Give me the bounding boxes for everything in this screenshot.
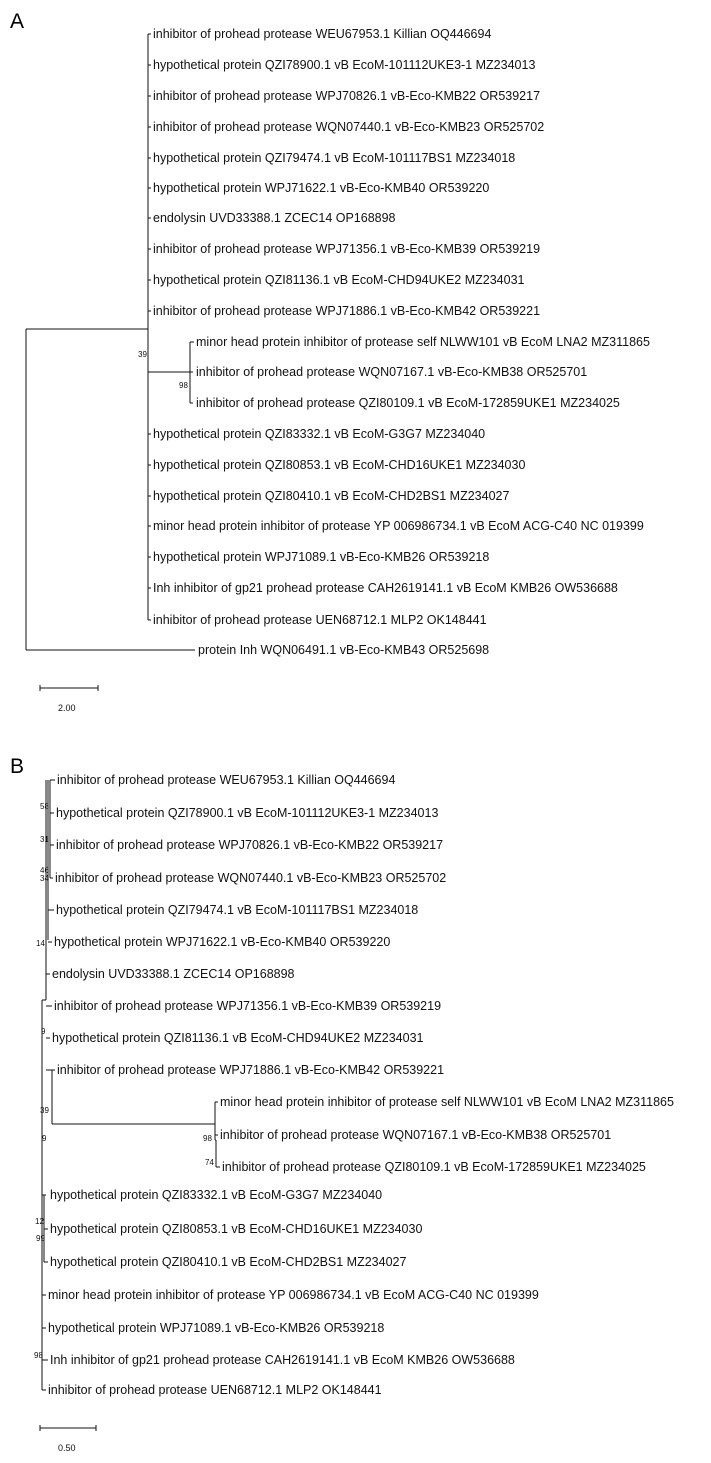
panel-b-support-value: 58 [40, 802, 49, 811]
panel-b-support-value: 46 [40, 866, 49, 875]
panel-a [10, 10, 650, 713]
panel-b-leaf-label: inhibitor of prohead protease WPJ70826.1 vB-Eco-KMB22 OR539217 [56, 838, 444, 852]
panel-a-leaf-label: minor head protein inhibitor of protease self NLWW101 vB EcoM LNA2 MZ311865 [196, 335, 650, 349]
panel-b-leaf-label: hypothetical protein QZI79474.1 vB EcoM-101117BS1 MZ234018 [56, 903, 419, 917]
panel-b-support-value: 98 [203, 1134, 212, 1143]
panel-a-leaf-label: Inh inhibitor of gp21 prohead protease CAH2619141.1 vB EcoM KMB26 OW536688 [153, 581, 618, 595]
panel-a-leaf-label: inhibitor of prohead protease WPJ71886.1 vB-Eco-KMB42 OR539221 [153, 304, 541, 318]
panel-b-leaf-label: inhibitor of prohead protease QZI80109.1 vB EcoM-172859UKE1 MZ234025 [222, 1160, 646, 1174]
panel-b-support-value: 14 [36, 939, 45, 948]
panel-a-leaf-label: inhibitor of prohead protease WPJ71356.1 vB-Eco-KMB39 OR539219 [153, 242, 541, 256]
panel-a-support-value: 98 [179, 381, 188, 390]
panel-a-leaf-label: inhibitor of prohead protease QZI80109.1 vB EcoM-172859UKE1 MZ234025 [196, 396, 620, 410]
panel-b-support-value: 31 [40, 835, 49, 844]
panel-b-leaf-label: hypothetical protein WPJ71089.1 vB-Eco-KMB26 OR539218 [48, 1321, 385, 1335]
panel-b-support-value: 98 [34, 1351, 43, 1360]
panel-a-leaf-label: inhibitor of prohead protease WQN07167.1 vB-Eco-KMB38 OR525701 [196, 365, 588, 379]
panel-b-leaf-label: hypothetical protein QZI80853.1 vB EcoM-CHD16UKE1 MZ234030 [50, 1222, 423, 1236]
panel-b-leaf-label: inhibitor of prohead protease WPJ71886.1 vB-Eco-KMB42 OR539221 [57, 1063, 445, 1077]
panel-b-leaf-label: hypothetical protein QZI80410.1 vB EcoM-CHD2BS1 MZ234027 [50, 1255, 407, 1269]
panel-a-leaf-labels [153, 27, 650, 657]
panel-b-leaf-label: hypothetical protein WPJ71622.1 vB-Eco-KMB40 OR539220 [54, 935, 391, 949]
panel-a-leaf-label: hypothetical protein WPJ71622.1 vB-Eco-KMB40 OR539220 [153, 181, 490, 195]
panel-b-leaf-label: hypothetical protein QZI81136.1 vB EcoM-CHD94UKE2 MZ234031 [52, 1031, 424, 1045]
panel-b-leaf-label: endolysin UVD33388.1 ZCEC14 OP168898 [52, 967, 295, 981]
panel-a-scale-bar [40, 685, 98, 713]
panel-b-scale-bar-label: 0.50 [58, 1443, 76, 1453]
panel-b-support-value: 12 [35, 1217, 44, 1226]
panel-a-leaf-label: hypothetical protein QZI80853.1 vB EcoM-CHD16UKE1 MZ234030 [153, 458, 526, 472]
panel-b-leaf-label: hypothetical protein QZI78900.1 vB EcoM-101112UKE3-1 MZ234013 [56, 806, 439, 820]
panel-a-leaf-label: hypothetical protein WPJ71089.1 vB-Eco-KMB26 OR539218 [153, 550, 490, 564]
panel-b-leaf-label: minor head protein inhibitor of protease YP 006986734.1 vB EcoM ACG-C40 NC 019399 [48, 1288, 539, 1302]
panel-b-leaf-label: inhibitor of prohead protease WQN07440.1 vB-Eco-KMB23 OR525702 [55, 871, 447, 885]
panel-b-scale-bar [40, 1425, 96, 1453]
panel-a-leaf-label: inhibitor of prohead protease WPJ70826.1 vB-Eco-KMB22 OR539217 [153, 89, 541, 103]
panel-b-support-value: 99 [36, 1234, 45, 1243]
panel-a-leaf-label: inhibitor of prohead protease UEN68712.1 MLP2 OK148441 [153, 613, 487, 627]
panel-a-leaf-label: minor head protein inhibitor of protease YP 006986734.1 vB EcoM ACG-C40 NC 019399 [153, 519, 644, 533]
panel-a-leaf-label: hypothetical protein QZI81136.1 vB EcoM-CHD94UKE2 MZ234031 [153, 273, 525, 287]
panel-a-scale-bar-label: 2.00 [58, 703, 76, 713]
panel-b-support-value: 9 [41, 1027, 46, 1036]
panel-a-leaf-label: inhibitor of prohead protease WEU67953.1 Killian OQ446694 [153, 27, 492, 41]
panel-a-support-value: 39 [138, 350, 147, 359]
panel-b [10, 755, 674, 1453]
panel-a-leaf-label: hypothetical protein QZI80410.1 vB EcoM-CHD2BS1 MZ234027 [153, 489, 510, 503]
panel-b-leaf-label: inhibitor of prohead protease WQN07167.1 vB-Eco-KMB38 OR525701 [220, 1128, 612, 1142]
panel-a-leaf-label: hypothetical protein QZI78900.1 vB EcoM-101112UKE3-1 MZ234013 [153, 58, 536, 72]
panel-a-leaf-label: inhibitor of prohead protease WQN07440.1 vB-Eco-KMB23 OR525702 [153, 120, 545, 134]
panel-b-leaf-labels [48, 773, 674, 1397]
panel-a-leaf-label: hypothetical protein QZI83332.1 vB EcoM-G3G7 MZ234040 [153, 427, 486, 441]
panel-b-leaf-label: hypothetical protein QZI83332.1 vB EcoM-G3G7 MZ234040 [50, 1188, 383, 1202]
panel-b-support-value: 9 [42, 1134, 47, 1143]
panel-a-leaf-label: protein Inh WQN06491.1 vB-Eco-KMB43 OR525698 [198, 643, 490, 657]
panel-b-leaf-label: inhibitor of prohead protease WPJ71356.1 vB-Eco-KMB39 OR539219 [54, 999, 442, 1013]
panel-a-leaf-label: endolysin UVD33388.1 ZCEC14 OP168898 [153, 211, 396, 225]
panel-b-support-value: 74 [205, 1158, 214, 1167]
panel-a-leaf-label: hypothetical protein QZI79474.1 vB EcoM-101117BS1 MZ234018 [153, 151, 516, 165]
panel-b-letter: B [10, 755, 25, 778]
panel-a-letter: A [10, 10, 25, 33]
panel-b-leaf-label: minor head protein inhibitor of protease self NLWW101 vB EcoM LNA2 MZ311865 [220, 1095, 674, 1109]
panel-b-support-value: 39 [40, 1106, 49, 1115]
panel-b-leaf-label: Inh inhibitor of gp21 prohead protease CAH2619141.1 vB EcoM KMB26 OW536688 [50, 1353, 515, 1367]
panel-b-leaf-label: inhibitor of prohead protease WEU67953.1 Killian OQ446694 [57, 773, 396, 787]
panel-b-leaf-label: inhibitor of prohead protease UEN68712.1 MLP2 OK148441 [48, 1383, 382, 1397]
panel-b-support-value: 34 [40, 874, 49, 883]
